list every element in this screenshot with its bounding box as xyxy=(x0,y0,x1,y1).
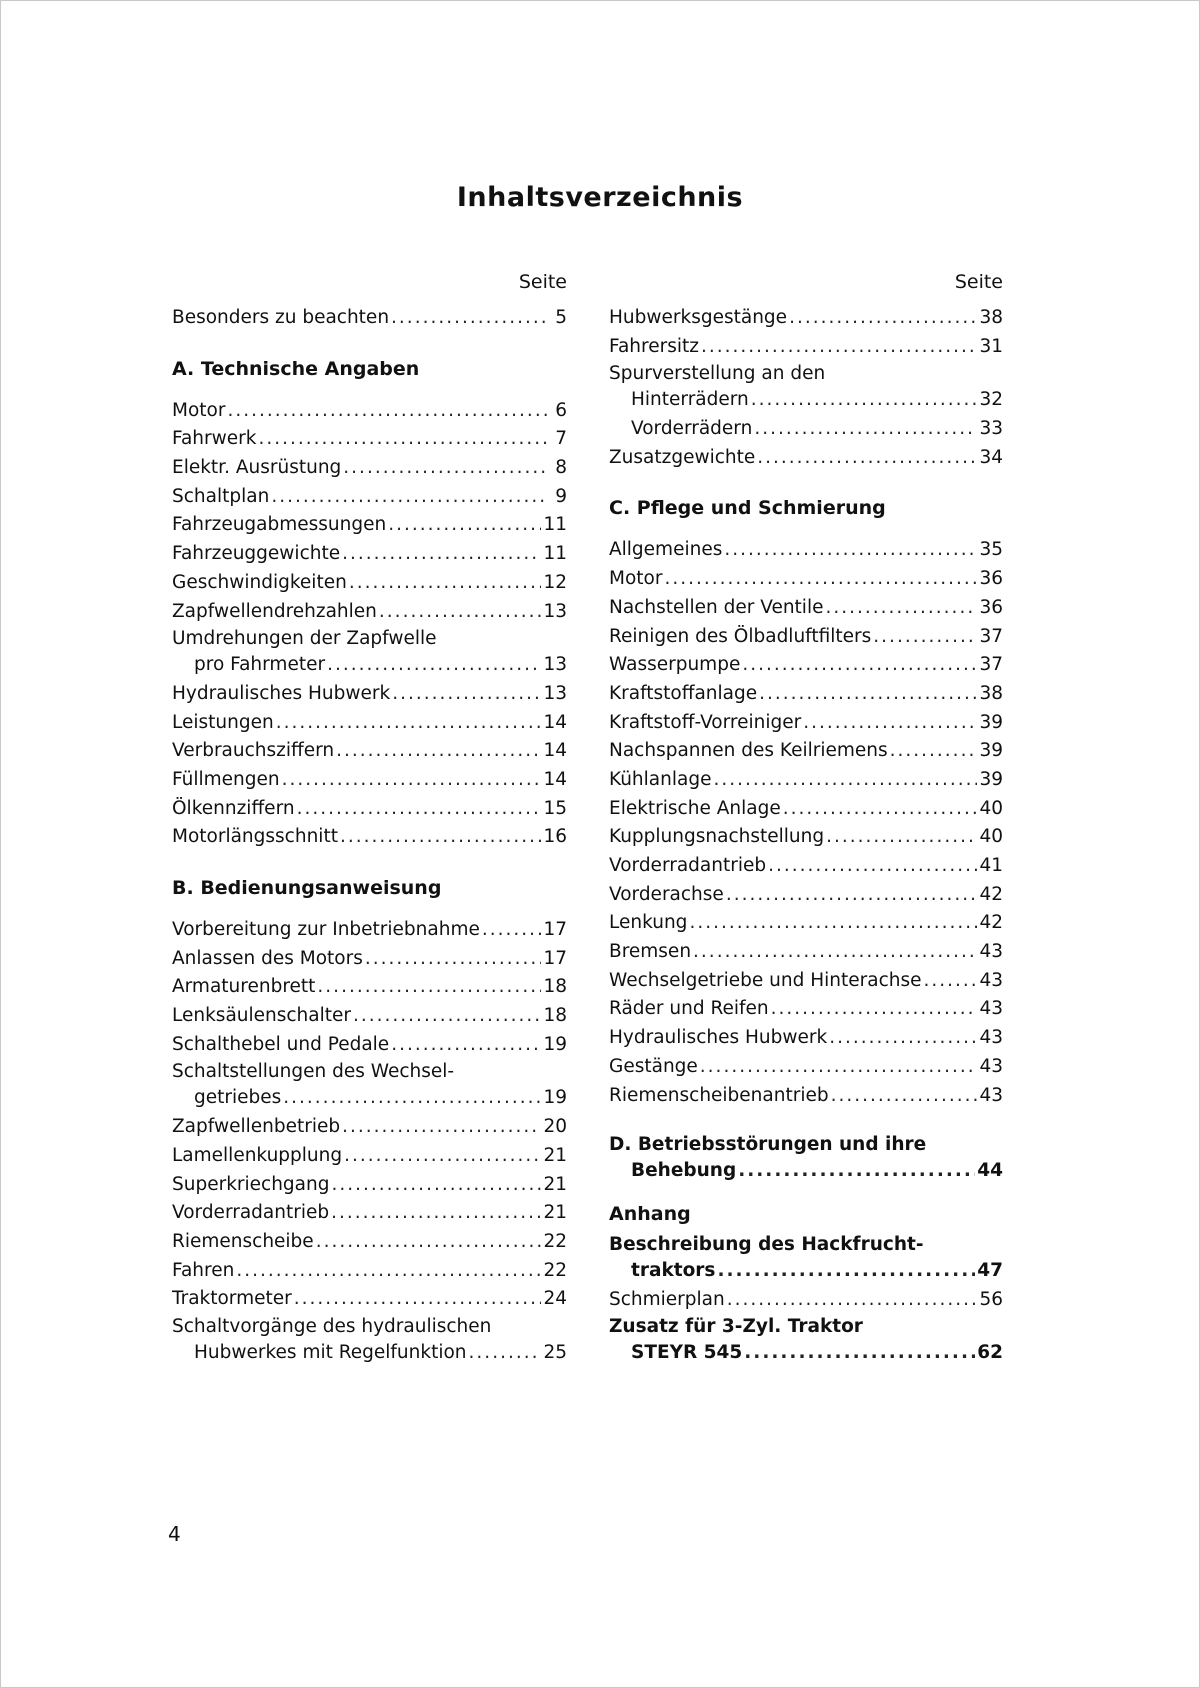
section-b-heading: B. Bedienungsanweisung xyxy=(172,877,442,899)
toc-entry[interactable]: getriebes ..... 19 xyxy=(172,1084,567,1113)
toc-entry[interactable]: pro Fahrmeter ..... 13 xyxy=(172,651,567,680)
toc-entry[interactable]: Zusatzgewichte ..... 34 xyxy=(609,444,1003,473)
toc-entry[interactable]: Elektr. Ausrüstung ..... 8 xyxy=(172,454,567,483)
toc-entry[interactable]: Behebung ..... 44 xyxy=(609,1157,1003,1186)
toc-entry[interactable]: Motorlängsschnitt ..... 16 xyxy=(172,823,567,852)
toc-entry[interactable]: Vorderradantrieb ..... 21 xyxy=(172,1199,567,1228)
toc-entry[interactable]: Elektrische Anlage ..... 40 xyxy=(609,795,1003,824)
toc-entry[interactable]: Bremsen ..... 43 xyxy=(609,938,1003,967)
seite-header-right: Seite xyxy=(954,271,1003,293)
toc-entry[interactable]: Riemenscheibenantrieb ..... 43 xyxy=(609,1082,1003,1111)
toc-entry[interactable]: Kupplungsnachstellung ..... 40 xyxy=(609,823,1003,852)
toc-entry[interactable]: Lamellenkupplung ..... 21 xyxy=(172,1142,567,1171)
toc-entry[interactable]: Hydraulisches Hubwerk ..... 13 xyxy=(172,680,567,709)
toc-entry[interactable]: Riemenscheibe ..... 22 xyxy=(172,1228,567,1257)
toc-entry[interactable]: Lenksäulenschalter ..... 18 xyxy=(172,1002,567,1031)
toc-entry[interactable]: Kraftstoffanlage ..... 38 xyxy=(609,680,1003,709)
toc-entry[interactable]: Zapfwellenbetrieb ..... 20 xyxy=(172,1113,567,1142)
toc-entry[interactable]: Fahrersitz ..... 31 xyxy=(609,333,1003,362)
toc-entry[interactable]: Nachstellen der Ventile ..... 36 xyxy=(609,594,1003,623)
toc-entry[interactable]: Besonders zu beachten ..... 5 xyxy=(172,304,567,333)
toc-entry[interactable]: Anlassen des Motors ..... 17 xyxy=(172,945,567,974)
toc-entry[interactable]: Reinigen des Ölbadluftfilters ..... 37 xyxy=(609,623,1003,652)
toc-entry[interactable]: Allgemeines ..... 35 xyxy=(609,536,1003,565)
toc-entry-line[interactable]: Schaltvorgänge des hydraulischen xyxy=(172,1315,492,1337)
toc-entry[interactable]: Gestänge ..... 43 xyxy=(609,1053,1003,1082)
toc-entry[interactable]: Armaturenbrett ..... 18 xyxy=(172,973,567,1002)
toc-entry[interactable]: Räder und Reifen ..... 43 xyxy=(609,995,1003,1024)
toc-entry[interactable]: Verbrauchsziffern ..... 14 xyxy=(172,737,567,766)
toc-entry[interactable]: Lenkung ..... 42 xyxy=(609,909,1003,938)
toc-entry[interactable]: Motor ..... 6 xyxy=(172,397,567,426)
section-c-list xyxy=(609,536,1003,1110)
seite-header-left: Seite xyxy=(518,271,567,293)
toc-entry[interactable]: Vorderrädern ..... 33 xyxy=(609,415,1003,444)
toc-entry-line[interactable]: Schaltstellungen des Wechsel- xyxy=(172,1061,455,1083)
toc-entry[interactable]: traktors ..... 47 xyxy=(609,1257,1003,1286)
toc-entry[interactable]: Geschwindigkeiten ..... 12 xyxy=(172,569,567,598)
toc-entry-line[interactable]: Spurverstellung an den xyxy=(609,363,826,385)
hackfrucht-entry-line1: Beschreibung des Hackfrucht- xyxy=(609,1233,924,1255)
toc-entry[interactable]: Nachspannen des Keilriemens ..... 39 xyxy=(609,737,1003,766)
toc-entry-line[interactable]: Umdrehungen der Zapfwelle xyxy=(172,628,437,650)
toc-entry[interactable]: Traktormeter ..... 24 xyxy=(172,1285,567,1314)
section-d-heading: D. Betriebsstörungen und ihre xyxy=(609,1134,927,1156)
toc-entry[interactable]: Hubwerksgestänge ..... 38 xyxy=(609,304,1003,333)
toc-entry[interactable]: Fahrzeugabmessungen ..... 11 xyxy=(172,511,567,540)
page-title: Inhaltsverzeichnis xyxy=(456,182,744,213)
toc-entry[interactable]: Schalthebel und Pedale ..... 19 xyxy=(172,1031,567,1060)
toc-entry[interactable]: Schaltplan ..... 9 xyxy=(172,483,567,512)
toc-entry[interactable]: Superkriechgang ..... 21 xyxy=(172,1171,567,1200)
toc-entry[interactable]: Fahrwerk ..... 7 xyxy=(172,425,567,454)
toc-entry[interactable]: Fahrzeuggewichte ..... 11 xyxy=(172,540,567,569)
toc-entry[interactable]: Fahren ..... 22 xyxy=(172,1257,567,1286)
toc-entry[interactable]: Vorderradantrieb ..... 41 xyxy=(609,852,1003,881)
toc-entry[interactable]: Motor ..... 36 xyxy=(609,565,1003,594)
toc-entry[interactable]: Vorderachse ..... 42 xyxy=(609,881,1003,910)
toc-entry[interactable]: Kühlanlage ..... 39 xyxy=(609,766,1003,795)
toc-entry[interactable]: Zapfwellendrehzahlen ..... 13 xyxy=(172,598,567,627)
toc-entry[interactable]: Füllmengen ..... 14 xyxy=(172,766,567,795)
toc-entry[interactable]: Hinterrädern ..... 32 xyxy=(609,386,1003,415)
toc-entry[interactable]: STEYR 545 ..... 62 xyxy=(609,1339,1003,1368)
toc-entry[interactable]: Leistungen ..... 14 xyxy=(172,709,567,738)
toc-entry[interactable]: Ölkennziffern ..... 15 xyxy=(172,795,567,824)
page-number: 4 xyxy=(168,1522,181,1546)
right-top-list xyxy=(609,304,1003,472)
toc-left-column xyxy=(172,270,567,1368)
toc-entry[interactable]: Wechselgetriebe und Hinterachse ..... 43 xyxy=(609,967,1003,996)
section-a-list xyxy=(172,397,567,852)
toc-entry[interactable]: Hubwerkes mit Regelfunktion ..... 25 xyxy=(172,1339,567,1368)
toc-entry[interactable]: Hydraulisches Hubwerk ..... 43 xyxy=(609,1024,1003,1053)
toc-entry[interactable]: Kraftstoff-Vorreiniger ..... 39 xyxy=(609,709,1003,738)
section-c-heading: C. Pflege und Schmierung xyxy=(609,497,886,520)
section-a-heading: A. Technische Angaben xyxy=(172,357,420,380)
toc-entry[interactable]: Schmierplan ..... 56 xyxy=(609,1286,1003,1315)
toc-entry[interactable]: Wasserpumpe ..... 37 xyxy=(609,651,1003,680)
toc-right-column xyxy=(609,270,1003,1368)
section-b-list xyxy=(172,916,567,1368)
toc-entry[interactable]: Vorbereitung zur Inbetriebnahme ..... 17 xyxy=(172,916,567,945)
zusatz-entry-line1: Zusatz für 3-Zyl. Traktor xyxy=(609,1316,863,1338)
anhang-heading: Anhang xyxy=(609,1202,691,1225)
